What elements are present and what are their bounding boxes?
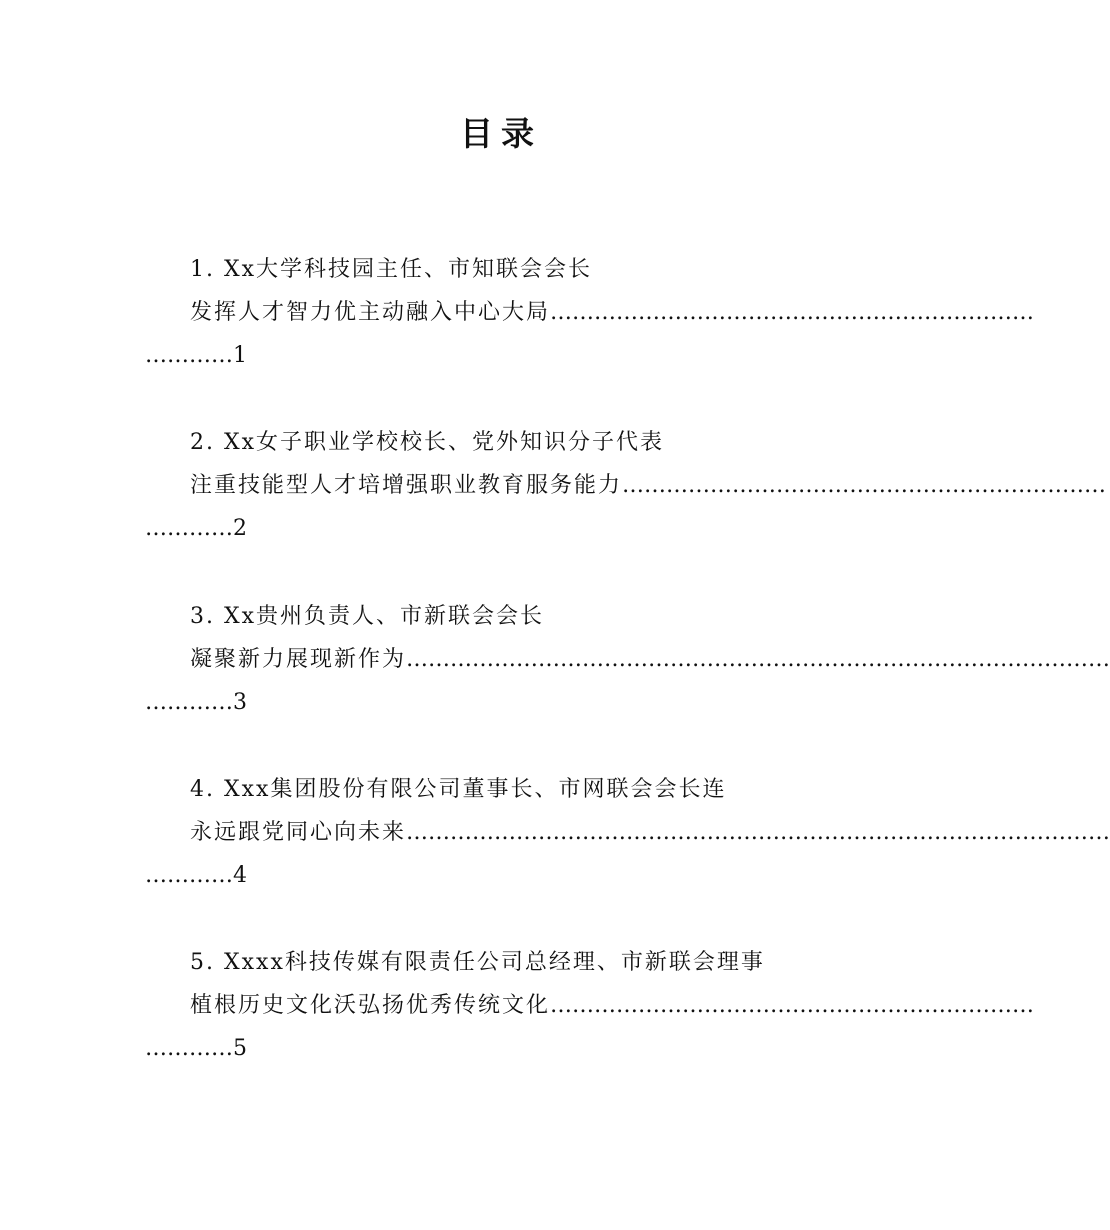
toc-page-number: 1 — [233, 343, 247, 368]
toc-entry-heading: 3. Xx贵州负责人、市新联会会长 — [190, 604, 545, 629]
toc-entry-continuation — [145, 1034, 247, 1064]
toc-entry-continuation — [145, 514, 247, 544]
toc-leader-dots: ………………………………………………………… — [550, 300, 1035, 325]
toc-leader-dots-cont: ………… — [145, 343, 233, 368]
toc-entry-title: 发挥人才智力优主动融入中心大局 — [190, 300, 551, 325]
toc-page-number: 2 — [233, 516, 247, 541]
toc-entry-heading: 5. Xxxx科技传媒有限责任公司总经理、市新联会理事 — [190, 950, 765, 975]
toc-page-number: 3 — [233, 690, 247, 715]
toc-entry-title: 永远跟党同心向未来 — [190, 820, 407, 845]
toc-entry-heading: 1. Xx大学科技园主任、市知联会会长 — [190, 257, 593, 282]
toc-entry-heading: 4. Xxx集团股份有限公司董事长、市网联会会长连 — [190, 777, 727, 802]
toc-entry-title: 植根历史文化沃弘扬优秀传统文化 — [190, 993, 551, 1018]
toc-entry-title-line — [190, 471, 1107, 501]
toc-entry-continuation — [145, 861, 247, 891]
toc-leader-dots-cont: ………… — [145, 1036, 233, 1061]
toc-entry-title: 凝聚新力展现新作为 — [190, 647, 407, 672]
toc-entry-continuation — [145, 341, 247, 371]
toc-leader-dots: …………………………………………………………………………………… — [406, 820, 1110, 845]
toc-leader-dots: …………………………………………………………………………………… — [406, 647, 1110, 672]
toc-entry-continuation — [145, 688, 247, 718]
toc-page-number: 4 — [233, 863, 247, 888]
toc-entry-title: 注重技能型人才培增强职业教育服务能力 — [190, 473, 623, 498]
toc-leader-dots-cont: ………… — [145, 690, 233, 715]
toc-page-number: 5 — [233, 1036, 247, 1061]
page-title: 目录 — [460, 114, 542, 153]
toc-leader-dots: ………………………………………………………… — [622, 473, 1107, 498]
toc-leader-dots-cont: ………… — [145, 516, 233, 541]
toc-entry-title-line — [190, 991, 1035, 1021]
toc-leader-dots: ………………………………………………………… — [550, 993, 1035, 1018]
toc-entry-heading: 2. Xx女子职业学校校长、党外知识分子代表 — [190, 430, 665, 455]
toc-entry-title-line — [190, 818, 1110, 848]
toc-leader-dots-cont: ………… — [145, 863, 233, 888]
toc-entry-title-line — [190, 645, 1110, 675]
toc-entry-title-line — [190, 298, 1035, 328]
